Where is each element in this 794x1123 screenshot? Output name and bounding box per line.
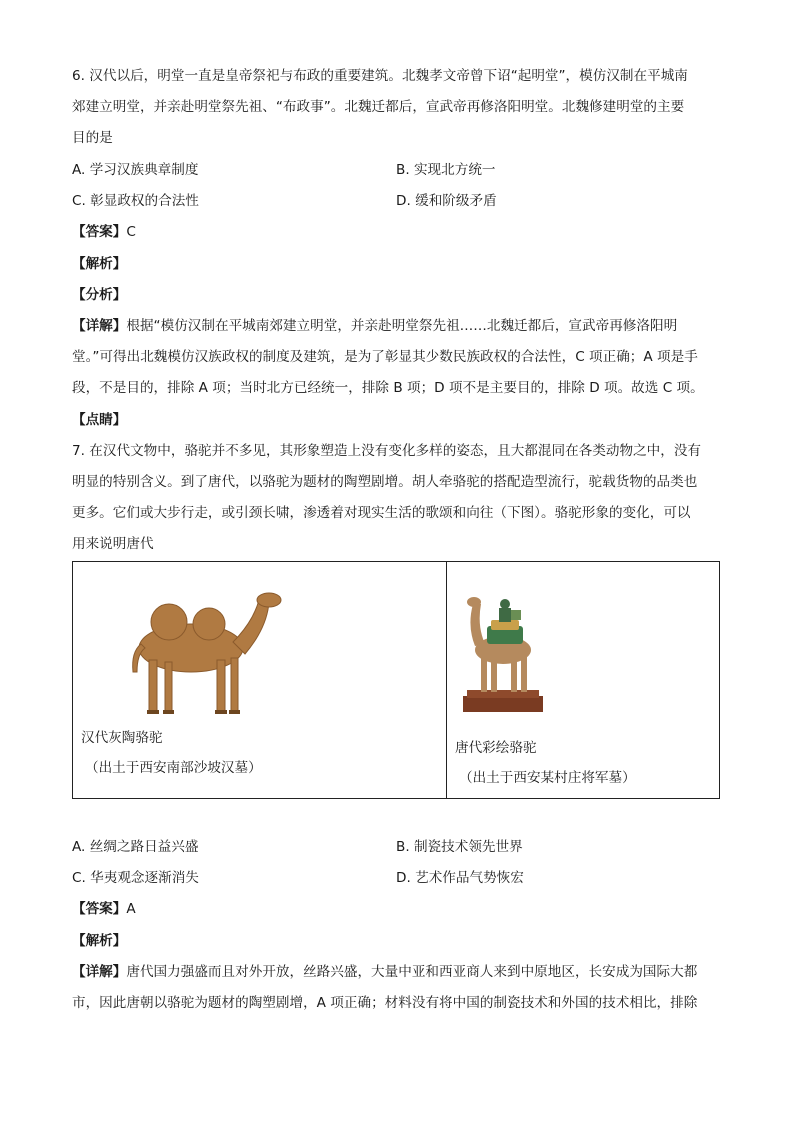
- detail-text: 根据“模仿汉制在平城南郊建立明堂，并亲赴明堂祭先祖……北魏迁都后，宣武帝再修洛阳明: [126, 318, 678, 334]
- figure-table: [72, 561, 720, 799]
- q6-detail-line-1: [72, 316, 732, 336]
- q7-stem-line-2: 明显的特别含义。到了唐代，以骆驼为题材的陶塑剧增。胡人牵骆驼的搭配造型流行，驼载货物的品类也: [72, 474, 698, 490]
- q6-fenxi-tag: 【分析】: [72, 287, 127, 303]
- detail-text: 唐代国力强盛而且对外开放，丝路兴盛，大量中亚和西亚商人来到中原地区，长安成为国际大都: [126, 964, 698, 980]
- q6-detail-line-3: 段，不是目的，排除 A 项；当时北方已经统一，排除 B 项；D 项不是主要目的，排除 D 项。故选 C 项。: [72, 380, 704, 396]
- q6-stem-line-2: 郊建立明堂，并亲赴明堂祭先祖、“布政事”。北魏迁都后，宣武帝再修洛阳明堂。北魏修建明堂的主要: [72, 99, 685, 115]
- q6-option-b: B. 实现北方统一: [396, 162, 496, 178]
- detail-tag: 【详解】: [72, 964, 127, 980]
- answer-value: A: [126, 901, 136, 917]
- q6-jiexi-tag: 【解析】: [72, 256, 127, 272]
- q6-option-c: C. 彰显政权的合法性: [72, 193, 199, 209]
- q6-dianjing-tag: 【点睛】: [72, 412, 127, 428]
- q7-option-c: C. 华夷观念逐渐消失: [72, 870, 199, 886]
- figure-divider: [446, 562, 447, 798]
- answer-tag: 【答案】: [72, 901, 127, 917]
- tang-camel-source: （出土于西安某村庄将军墓）: [459, 770, 636, 786]
- q7-option-d: D. 艺术作品气势恢宏: [396, 870, 524, 886]
- q6-stem-line-3: 目的是: [72, 130, 113, 146]
- q7-answer: [72, 899, 732, 919]
- q7-jiexi-tag: 【解析】: [72, 933, 127, 949]
- q6-detail-line-2: 堂。”可得出北魏模仿汉族政权的制度及建筑，是为了彰显其少数民族政权的合法性，C 项正确；A 项是手: [72, 349, 698, 365]
- q7-option-a: A. 丝绸之路日益兴盛: [72, 839, 199, 855]
- q6-answer: [72, 222, 732, 242]
- answer-tag: 【答案】: [72, 224, 127, 240]
- q7-stem-line-4: 用来说明唐代: [72, 536, 154, 552]
- q7-option-b: B. 制瓷技术领先世界: [396, 839, 523, 855]
- han-camel-source: （出土于西安南部沙坡汉墓）: [85, 760, 262, 776]
- q6-option-a: A. 学习汉族典章制度: [72, 162, 199, 178]
- tang-camel-image: [461, 590, 545, 718]
- q7-stem-line-1: 7. 在汉代文物中，骆驼并不多见，其形象塑造上没有变化多样的姿态，且大都混同在各类动物之中，没有: [72, 443, 702, 459]
- q7-detail-line-2: 市，因此唐朝以骆驼为题材的陶塑剧增，A 项正确；材料没有将中国的制瓷技术和外国的技术相比，排除: [72, 995, 698, 1011]
- han-camel-caption: 汉代灰陶骆驼: [81, 730, 163, 746]
- tang-camel-caption: 唐代彩绘骆驼: [455, 740, 537, 756]
- q6-stem-line-1: 6. 汉代以后，明堂一直是皇帝祭祀与布政的重要建筑。北魏孝文帝曾下诏“起明堂”，模仿汉制在平城南: [72, 68, 688, 84]
- han-camel-image: [113, 582, 283, 722]
- q7-detail-line-1: [72, 962, 732, 982]
- q7-stem-line-3: 更多。它们或大步行走，或引颈长啸，渗透着对现实生活的歌颂和向往（下图）。骆驼形象的变化，可以: [72, 505, 691, 521]
- answer-value: C: [126, 224, 136, 240]
- detail-tag: 【详解】: [72, 318, 127, 334]
- q6-option-d: D. 缓和阶级矛盾: [396, 193, 497, 209]
